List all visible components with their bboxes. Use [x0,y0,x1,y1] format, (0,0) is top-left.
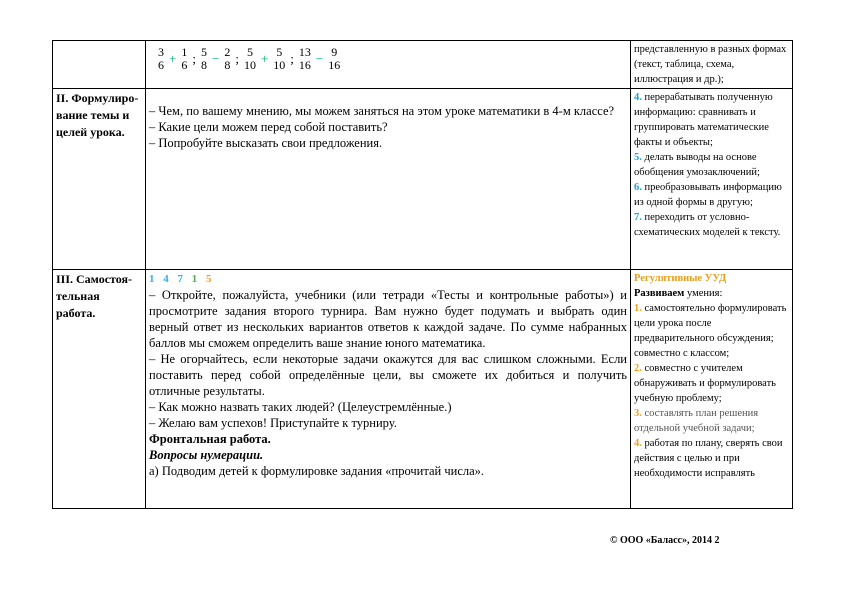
section-heading: Фронтальная работа. [149,432,271,446]
teacher-line: – Попробуйте высказать свои предложения. [149,136,383,150]
teacher-line: – Чем, по вашему мнению, мы можем заняться на этом уроке математики в 4-м классе? [149,104,615,118]
content-cell [146,41,631,89]
uud-cell: представленную в разных формах (текст, таблица, схема, иллюстрация и др.); [631,41,793,89]
stage-cell: III. Самостоя-тельная работа. [53,270,146,509]
uud-item: 4. работая по плану, сверять свои действия с целью и при необходимости исправлять [634,438,783,479]
uud-cell [631,89,793,270]
uud-item: 4. перерабатывать полученную информацию: сравнивать и группировать математические факты и объекты; [634,92,773,148]
fraction: 13 16 [298,45,311,72]
teacher-paragraph: – Не огорчайтесь, если некоторые задачи окажутся для вас слишком сложными. Если поставить перед собой определённые цели, вы сможете их добиться и получить отличные результаты. [149,352,627,398]
teacher-paragraph: – Желаю вам успехов! Приступайте к турниру. [149,416,397,430]
fraction-expressions [149,42,627,76]
uud-cell [631,270,793,509]
subheading: Вопросы нумерации. [149,448,264,462]
operator: + [169,51,177,66]
table-row [53,41,793,89]
content-cell [146,270,631,509]
table-row [53,89,793,270]
content-cell [146,89,631,270]
operator: − [211,51,220,66]
separator: ; [235,51,239,66]
table-row [53,270,793,509]
teacher-line: – Какие цели можем перед собой поставить? [149,120,388,134]
lesson-table [52,40,793,509]
fraction: 3 6 [158,45,164,72]
copyright-footer: © ООО «Баласс», 2014 2 [610,535,720,546]
uud-item: 7. переходить от условно-схематических моделей к тексту. [634,212,781,238]
number-sequence: 1 4 7 1 5 [149,273,215,285]
separator: ; [192,51,196,66]
stage-cell-empty [53,41,146,89]
operator: + [260,51,269,66]
uud-item: 6. преобразовывать информацию из одной формы в другую; [634,182,782,208]
uud-intro: Развиваем умения: [634,288,723,299]
uud-item: 2. совместно с учителем обнаруживать и формулировать учебную проблему; [634,363,776,404]
fraction: 5 8 [200,45,207,72]
fraction: 5 10 [243,45,256,72]
fraction: 2 8 [224,45,231,72]
teacher-paragraph: – Как можно назвать таких людей? (Целеустремлённые.) [149,400,452,414]
fraction: 1 6 [181,45,188,72]
operator: − [315,51,324,66]
stage-cell: II. Формулиро-вание темы и целей урока. [53,89,146,270]
separator: ; [290,51,294,66]
teacher-paragraph: – Откройте, пожалуйста, учебники (или тетради «Тесты и контрольные работы») и просмотрите задания второго турнира. Вам нужно будет подумать и выбрать один верный ответ из нескольких вариантов ответов к каждой задаче. По сумме набранных баллов мы сможем определить ваше знание юного математика. [149,288,627,350]
uud-title: Регулятивные УУД [634,273,727,284]
uud-item: 5. делать выводы на основе обобщения умозаключений; [634,152,760,178]
uud-item: 3. составлять план решения отдельной учебной задачи; [634,408,759,434]
fraction: 9 16 [328,45,341,72]
fraction: 5 10 [273,45,286,72]
uud-item: 1. самостоятельно формулировать цели урока после предварительного обсуждения; совместно с классом; [634,303,787,359]
task-item: а) Подводим детей к формулировке задания «прочитай числа». [149,464,485,478]
